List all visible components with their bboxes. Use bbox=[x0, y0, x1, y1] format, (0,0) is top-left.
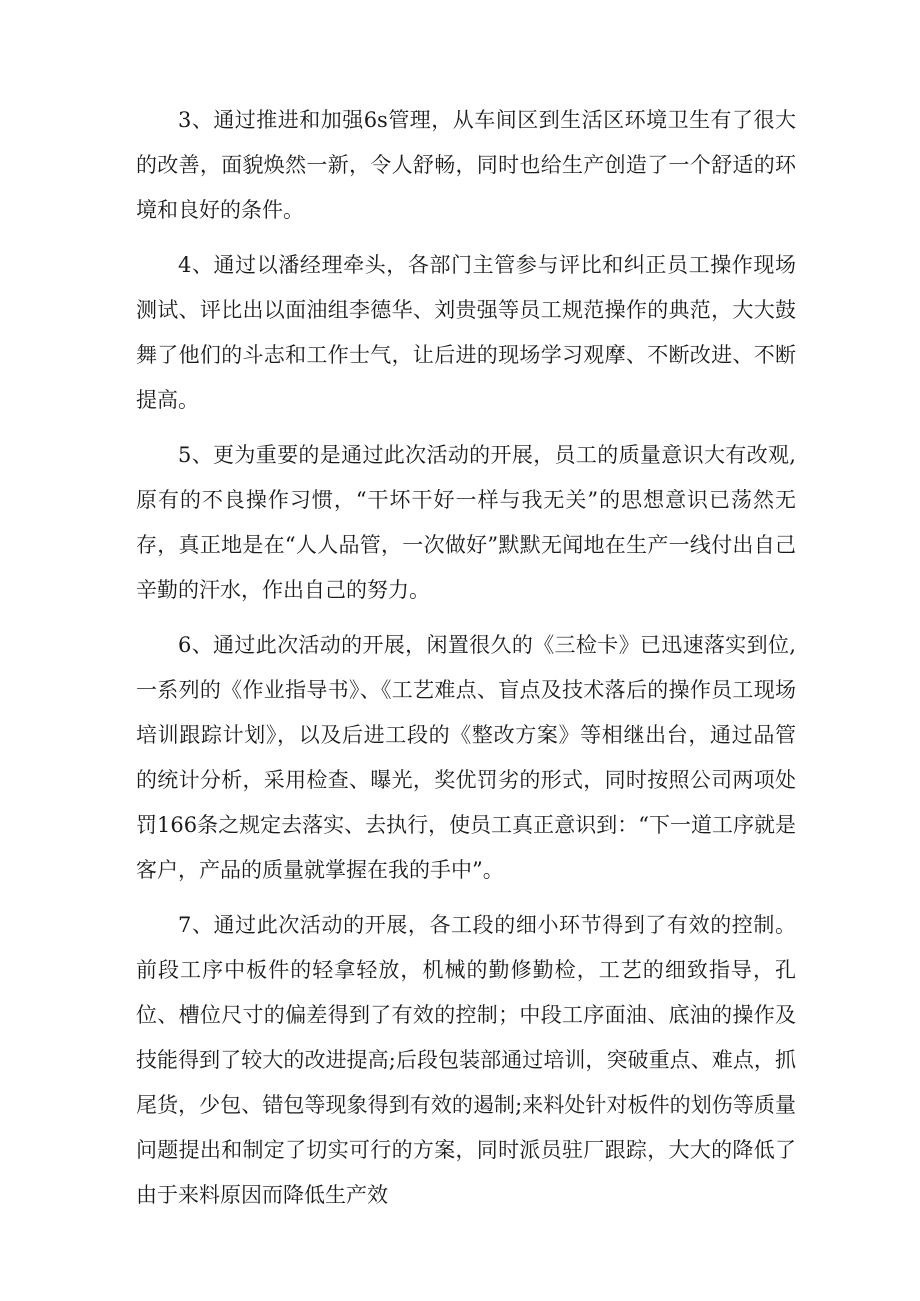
paragraph-item-4: 4、通过以潘经理牵头，各部门主管参与评比和纠正员工操作现场测试、评比出以面油组李德华、刘贵强等员工规范操作的典范，大大鼓舞了他们的斗志和工作士气，让后进的现场学习观摩、不断改进、不断提高。 bbox=[136, 253, 796, 412]
document-page bbox=[136, 98, 796, 1228]
paragraph-item-5: 5、更为重要的是通过此次活动的开展，员工的质量意识大有改观,原有的不良操作习惯，“干坏干好一样与我无关”的思想意识已荡然无存，真正地是在“人人品管，一次做好”默默无闻地在生产一线付出自己辛勤的汗水，作出自己的努力。 bbox=[136, 443, 796, 602]
paragraph-item-3: 3、通过推进和加强6s管理，从车间区到生活区环境卫生有了很大的改善，面貌焕然一新，令人舒畅，同时也给生产创造了一个舒适的环境和良好的条件。 bbox=[136, 108, 796, 222]
paragraph-item-6: 6、通过此次活动的开展，闲置很久的《三检卡》已迅速落实到位,一系列的《作业指导书》、《工艺难点、盲点及技术落后的操作员工现场培训跟踪计划》，以及后进工段的《整改方案》等相继出台，通过品管的统计分析，采用检查、曝光，奖优罚劣的形式，同时按照公司两项处罚166条之规定去落实、去执行，使员工真正意识到：“下一道工序就是客户，产品的质量就掌握在我的手中”。 bbox=[136, 633, 796, 882]
paragraph-item-7: 7、通过此次活动的开展，各工段的细小环节得到了有效的控制。前段工序中板件的轻拿轻放，机械的勤修勤检，工艺的细致指导，孔位、槽位尺寸的偏差得到了有效的控制；中段工序面油、底油的操作及技能得到了较大的改进提高;后段包装部通过培训，突破重点、难点，抓尾货，少包、错包等现象得到有效的遏制;来料处针对板件的划伤等质量问题提出和制定了切实可行的方案，同时派员驻厂跟踪，大大的降低了由于来料原因而降低生产效 bbox=[136, 913, 796, 1207]
